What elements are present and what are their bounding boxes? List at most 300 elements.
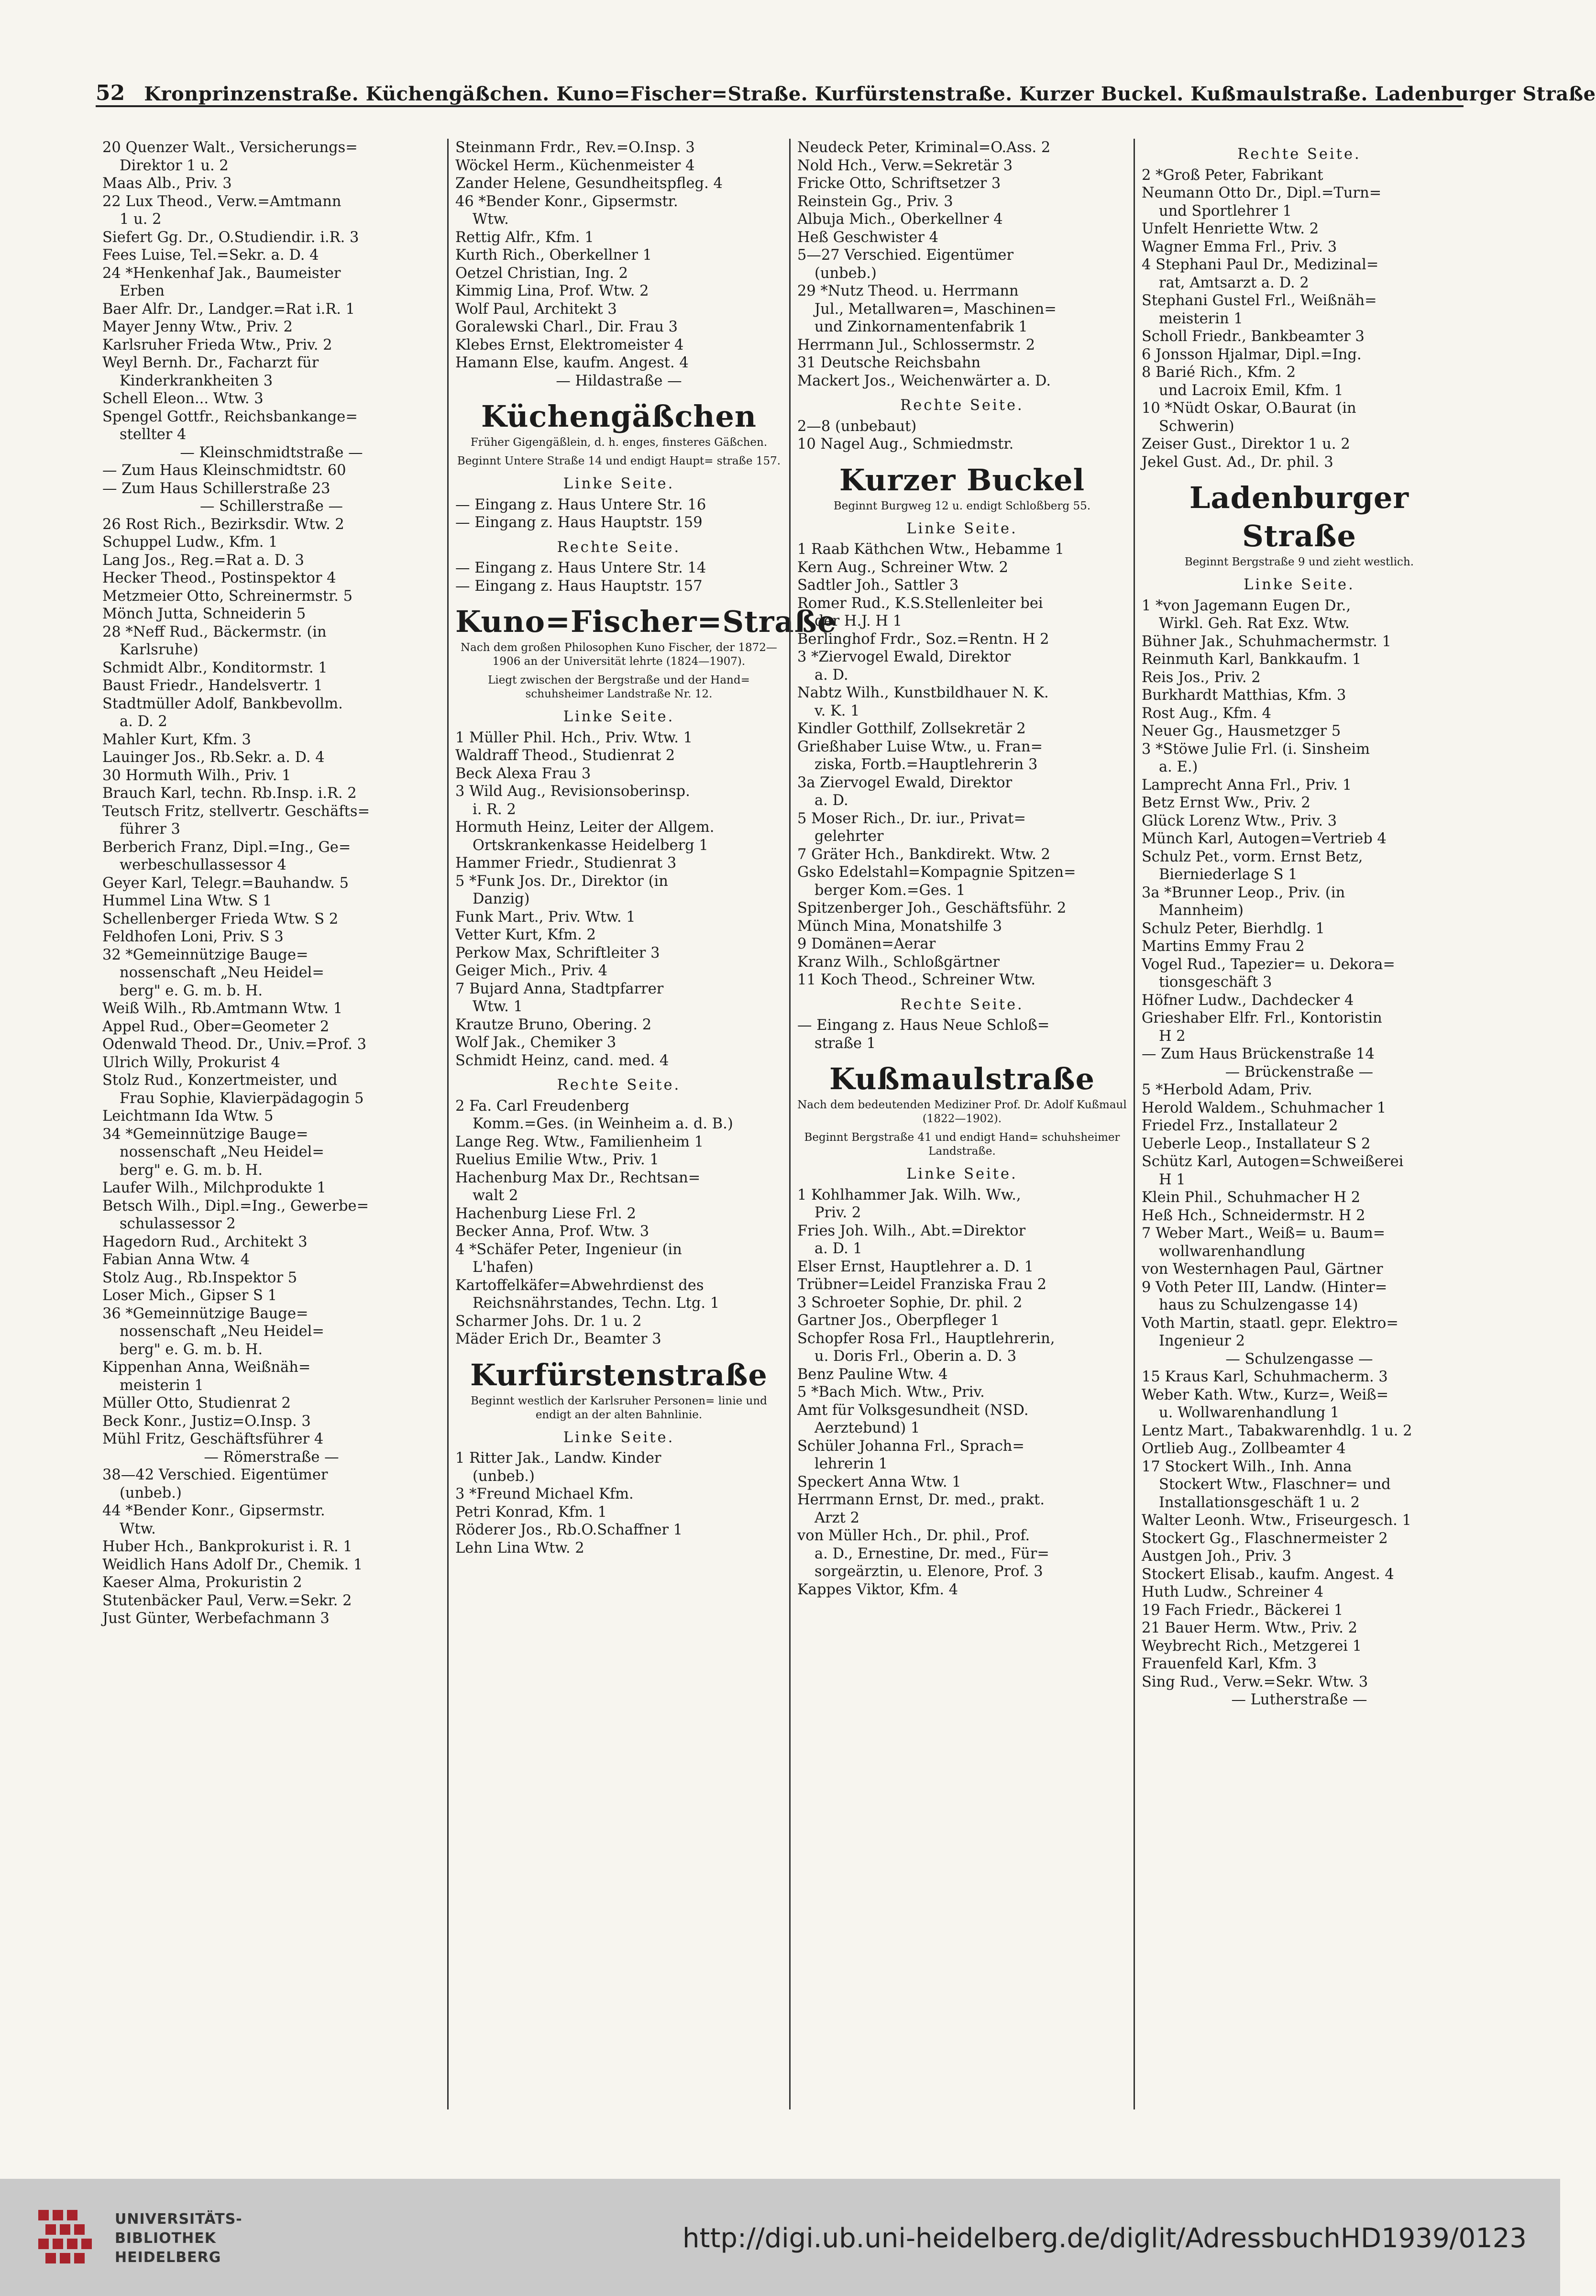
source-url[interactable]: http://digi.ub.uni-heidelberg.de/diglit/AdressbuchHD1939/0123 (682, 2223, 1527, 2254)
side-heading: Linke Seite. (563, 708, 675, 725)
directory-entry: Teutsch Fritz, stellvertr. Geschäfts= (102, 803, 370, 820)
column-3 (789, 139, 1134, 2109)
directory-entry: Hormuth Heinz, Leiter der Allgem. (455, 819, 715, 836)
directory-entry: 3 Wild Aug., Revisionsoberinsp. (455, 783, 690, 800)
directory-entry: 31 Deutsche Reichsbahn (797, 354, 981, 371)
directory-entry: Huber Hch., Bankprokurist i. R. 1 (102, 1538, 352, 1555)
street-description: Nach dem bedeutenden Mediziner Prof. Dr. Adolf Kußmaul (1822—1902). (797, 1099, 1127, 1125)
directory-entry: Berlinghof Frdr., Soz.=Rentn. H 2 (797, 630, 1049, 648)
directory-entry: Kinderkrankheiten 3 (120, 372, 273, 389)
directory-entry: Mayer Jenny Wtw., Priv. 2 (102, 319, 293, 335)
directory-entry: Hammer Friedr., Studienrat 3 (455, 855, 677, 872)
street-description: Liegt zwischen der Bergstraße und der Hand= schuhsheimer Landstraße Nr. 12. (488, 674, 750, 700)
directory-entry: straße 1 (815, 1035, 876, 1052)
directory-entry: Bühner Jak., Schuhmachermstr. 1 (1142, 633, 1391, 650)
directory-entry: Schwerin) (1159, 418, 1234, 435)
directory-entry: rat, Amtsarzt a. D. 2 (1159, 274, 1309, 291)
directory-entry: Lehn Lina Wtw. 2 (455, 1539, 584, 1556)
directory-entry: Beck Konr., Justiz=O.Insp. 3 (102, 1413, 311, 1430)
directory-entry: Priv. 2 (815, 1204, 861, 1221)
directory-entry: — Eingang z. Haus Untere Str. 14 (455, 560, 706, 576)
directory-entry: 36 *Gemeinnützige Bauge= (102, 1305, 308, 1322)
directory-entry: Aerztebund) 1 (815, 1420, 920, 1436)
directory-entry: 5 Moser Rich., Dr. iur., Privat= (797, 810, 1026, 827)
directory-entry: Nold Hch., Verw.=Sekretär 3 (797, 157, 1013, 174)
directory-entry: 4 Stephani Paul Dr., Medizinal= (1142, 256, 1379, 273)
directory-entry: Brauch Karl, techn. Rb.Insp. i.R. 2 (102, 785, 357, 802)
directory-entry: Kappes Viktor, Kfm. 4 (797, 1581, 958, 1598)
directory-entry: Vogel Rud., Tapezier= u. Dekora= (1142, 956, 1395, 973)
directory-entry: Betz Ernst Ww., Priv. 2 (1142, 795, 1310, 811)
directory-entry: stellter 4 (120, 426, 187, 443)
directory-entry: Perkow Max, Schriftleiter 3 (455, 944, 660, 961)
directory-entry: Arzt 2 (815, 1509, 860, 1526)
cross-street-marker: — Schillerstraße — (200, 498, 343, 515)
library-name-line: HEIDELBERG (115, 2249, 221, 2266)
directory-entry: Mackert Jos., Weichenwärter a. D. (797, 372, 1051, 389)
directory-entry: Hecker Theod., Postinspektor 4 (102, 570, 336, 586)
directory-entry: Feldhofen Loni, Priv. S 3 (102, 928, 284, 945)
directory-entry: berg" e. G. m. b. H. (120, 1161, 263, 1179)
directory-entry: und Lacroix Emil, Kfm. 1 (1159, 382, 1343, 399)
directory-entry: Elser Ernst, Hauptlehrer a. D. 1 (797, 1258, 1034, 1275)
directory-entry: Romer Rud., K.S.Stellenleiter bei (797, 595, 1043, 612)
directory-entry: Danzig) (473, 891, 530, 907)
directory-entry: Schüler Johanna Frl., Sprach= (797, 1437, 1024, 1455)
directory-entry: Lentz Mart., Tabakwarenhdlg. 1 u. 2 (1142, 1422, 1412, 1439)
directory-entry: Heß Geschwister 4 (797, 229, 939, 246)
directory-entry: Rettig Alfr., Kfm. 1 (455, 229, 594, 246)
directory-entry: Kartoffelkäfer=Abwehrdienst des (455, 1277, 704, 1294)
directory-entry: Baer Alfr. Dr., Landger.=Rat i.R. 1 (102, 300, 355, 318)
directory-entry: 44 *Bender Konr., Gipsermstr. (102, 1502, 325, 1519)
directory-entry: Geiger Mich., Priv. 4 (455, 962, 608, 979)
directory-entry: H 2 (1159, 1027, 1186, 1045)
directory-entry: Stockert Wtw., Flaschner= und (1159, 1476, 1391, 1493)
directory-entry: 1 Kohlhammer Jak. Wilh. Ww., (797, 1186, 1021, 1203)
directory-entry: Kern Aug., Schreiner Wtw. 2 (797, 559, 1009, 576)
directory-entry: 38—42 Verschied. Eigentümer (102, 1467, 328, 1483)
directory-entry: Scholl Friedr., Bankbeamter 3 (1142, 328, 1365, 345)
directory-entry: Wolf Jak., Chemiker 3 (455, 1034, 616, 1051)
directory-entry: Wöckel Herm., Küchenmeister 4 (455, 157, 695, 174)
directory-entry: Weiß Wilh., Rb.Amtmann Wtw. 1 (102, 1000, 343, 1017)
side-heading: Rechte Seite. (900, 996, 1024, 1013)
directory-entry: Neumann Otto Dr., Dipl.=Turn= (1142, 185, 1382, 201)
street-description: Beginnt westlich der Karlsruher Personen= linie und endigt an der alten Bahnlinie. (471, 1394, 767, 1421)
directory-entry: meisterin 1 (120, 1377, 204, 1394)
directory-entry: Münch Karl, Autogen=Vertrieb 4 (1142, 830, 1387, 847)
street-description: Beginnt Bergstraße 41 und endigt Hand= schuhsheimer Landstraße. (804, 1131, 1120, 1158)
directory-entry: Fees Luise, Tel.=Sekr. a. D. 4 (102, 247, 319, 264)
directory-entry: Neuer Gg., Hausmetzger 5 (1142, 723, 1341, 740)
directory-entry: Frauenfeld Karl, Kfm. 3 (1142, 1656, 1317, 1672)
directory-entry: Beck Alexa Frau 3 (455, 765, 591, 782)
directory-entry: haus zu Schulzengasse 14) (1159, 1297, 1358, 1314)
cross-street-marker: — Hildastraße — (556, 372, 682, 389)
directory-entry: Unfelt Henriette Wtw. 2 (1142, 221, 1319, 237)
directory-entry: a. D. 1 (815, 1240, 862, 1257)
directory-entry: Bierniederlage S 1 (1159, 866, 1298, 883)
directory-entry: Hagedorn Rud., Architekt 3 (102, 1233, 308, 1250)
directory-entry: Schulz Pet., vorm. Ernst Betz, (1142, 848, 1363, 865)
directory-entry: der H.J. H 1 (815, 613, 903, 629)
directory-entry: 9 Domänen=Aerar (797, 936, 936, 952)
directory-entry: 46 *Bender Konr., Gipsermstr. (455, 193, 678, 210)
directory-entry: Just Günter, Werbefachmann 3 (102, 1610, 330, 1627)
directory-entry: Höfner Ludw., Dachdecker 4 (1142, 992, 1354, 1009)
directory-entry: Wtw. (120, 1520, 156, 1537)
directory-entry: Nabtz Wilh., Kunstbildhauer N. K. (797, 684, 1049, 701)
page-running-title: Kronprinzenstraße. Küchengäßchen. Kuno=Fischer=Straße. Kurfürstenstraße. Kurzer Buckel. Kußmaulstraße. Ladenburger Straße (144, 83, 1596, 105)
directory-entry: Kurth Rich., Oberkellner 1 (455, 247, 652, 264)
directory-entry: Baust Friedr., Handelsvertr. 1 (102, 677, 323, 694)
directory-entry: Schmidt Heinz, cand. med. 4 (455, 1052, 669, 1069)
directory-entry: — Zum Haus Kleinschmidtstr. 60 (102, 462, 346, 479)
directory-entry: Hamann Else, kaufm. Angest. 4 (455, 354, 689, 371)
directory-entry: Komm.=Ges. (in Weinheim a. d. B.) (473, 1115, 733, 1132)
directory-entry: Berberich Franz, Dipl.=Ing., Ge= (102, 839, 351, 856)
directory-entry: Ortskrankenkasse Heidelberg 1 (473, 837, 708, 854)
cross-street-marker: — Römerstraße — (204, 1448, 339, 1466)
directory-entry: Kranz Wilh., Schloßgärtner (797, 953, 1000, 971)
directory-entry: Gartner Jos., Oberpfleger 1 (797, 1312, 1000, 1329)
directory-entry: — Eingang z. Haus Untere Str. 16 (455, 496, 706, 513)
directory-entry: Kaeser Alma, Prokuristin 2 (102, 1574, 302, 1591)
directory-entry: Reis Jos., Priv. 2 (1142, 669, 1261, 686)
street-heading: Kurzer Buckel (839, 462, 1085, 497)
directory-entry: Wagner Emma Frl., Priv. 3 (1142, 238, 1337, 255)
directory-entry: Stockert Elisab., kaufm. Angest. 4 (1142, 1566, 1394, 1583)
directory-entry: a. E.) (1159, 759, 1198, 775)
directory-entry: Sing Rud., Verw.=Sekr. Wtw. 3 (1142, 1673, 1368, 1690)
directory-entry: 4 *Schäfer Peter, Ingenieur (in (455, 1241, 682, 1258)
directory-entry: Stolz Rud., Konzertmeister, und (102, 1072, 338, 1089)
directory-entry: Grieshaber Elfr. Frl., Kontoristin (1142, 1010, 1382, 1027)
directory-entry: Reinmuth Karl, Bankkaufm. 1 (1142, 651, 1362, 668)
directory-entry: 26 Rost Rich., Bezirksdir. Wtw. 2 (102, 516, 344, 533)
directory-entry: berg" e. G. m. b. H. (120, 1341, 263, 1358)
directory-entry: lehrerin 1 (815, 1456, 888, 1472)
directory-entry: Geyer Karl, Telegr.=Bauhandw. 5 (102, 874, 349, 892)
directory-entry: Laufer Wilh., Milchprodukte 1 (102, 1180, 326, 1196)
cross-street-marker: — Kleinschmidtstraße — (180, 444, 363, 461)
directory-entry: Klein Phil., Schuhmacher H 2 (1142, 1189, 1361, 1206)
directory-entry: 5 *Herbold Adam, Priv. (1142, 1082, 1312, 1098)
directory-entry: Ortlieb Aug., Zollbeamter 4 (1142, 1440, 1346, 1457)
directory-entry: Installationsgeschäft 1 u. 2 (1159, 1494, 1360, 1511)
directory-entry: Kindler Gotthilf, Zollsekretär 2 (797, 720, 1026, 737)
directory-entry: 17 Stockert Wilh., Inh. Anna (1142, 1458, 1352, 1475)
street-description: Früher Gigengäßlein, d. h. enges, finsteres Gäßchen. (470, 436, 768, 449)
directory-entry: Weidlich Hans Adolf Dr., Chemik. 1 (102, 1556, 363, 1573)
directory-entry: Oetzel Christian, Ing. 2 (455, 265, 628, 282)
directory-entry: Stephani Gustel Frl., Weißnäh= (1142, 292, 1377, 309)
directory-entry: 19 Fach Friedr., Bäckerei 1 (1142, 1601, 1343, 1619)
side-heading: Linke Seite. (1244, 576, 1355, 593)
directory-entry: Klebes Ernst, Elektromeister 4 (455, 336, 684, 353)
street-heading: Kuno=Fischer=Straße (455, 604, 837, 639)
directory-entry: a. D., Ernestine, Dr. med., Für= (815, 1545, 1049, 1562)
directory-entry: Ruelius Emilie Wtw., Priv. 1 (455, 1151, 659, 1168)
directory-entry: Schopfer Rosa Frl., Hauptlehrerin, (797, 1330, 1055, 1347)
directory-entry: L'hafen) (473, 1259, 534, 1276)
directory-entry: a. D. (815, 666, 848, 684)
directory-entry: — Eingang z. Haus Hauptstr. 157 (455, 577, 703, 595)
directory-entry: Leichtmann Ida Wtw. 5 (102, 1108, 274, 1125)
directory-entry: Spitzenberger Joh., Geschäftsführ. 2 (797, 900, 1067, 916)
directory-entry: Reinstein Gg., Priv. 3 (797, 193, 953, 210)
directory-entry: 3 Schroeter Sophie, Dr. phil. 2 (797, 1294, 1023, 1311)
street-heading: Kurfürstenstraße (470, 1357, 768, 1392)
directory-entry: a. D. (815, 792, 848, 809)
directory-entry: 22 Lux Theod., Verw.=Amtmann (102, 193, 341, 210)
directory-entry: Hachenburg Max Dr., Rechtsan= (455, 1169, 701, 1186)
directory-entry: 2 *Groß Peter, Fabrikant (1142, 166, 1323, 184)
directory-entry: 32 *Gemeinnützige Bauge= (102, 946, 308, 963)
directory-entry: 1 Ritter Jak., Landw. Kinder (455, 1450, 661, 1467)
directory-entry: u. Wollwarenhandlung 1 (1159, 1404, 1340, 1421)
directory-entry: Amt für Volksgesundheit (NSD. (797, 1402, 1029, 1419)
directory-entry: Stockert Gg., Flaschnermeister 2 (1142, 1530, 1388, 1547)
directory-entry: 1 Raab Käthchen Wtw., Hebamme 1 (797, 541, 1064, 558)
directory-entry: Kimmig Lina, Prof. Wtw. 2 (455, 283, 649, 299)
directory-entry: 1 *von Jagemann Eugen Dr., (1142, 597, 1351, 614)
directory-entry: Odenwald Theod. Dr., Univ.=Prof. 3 (102, 1036, 366, 1053)
directory-entry: Voth Martin, staatl. gepr. Elektro= (1142, 1314, 1398, 1332)
directory-entry: 11 Koch Theod., Schreiner Wtw. (797, 971, 1036, 988)
directory-entry: Mühl Fritz, Geschäftsführer 4 (102, 1431, 324, 1447)
directory-entry: Speckert Anna Wtw. 1 (797, 1473, 961, 1490)
directory-entry: Münch Mina, Monatshilfe 3 (797, 917, 1002, 935)
directory-entry: Müller Otto, Studienrat 2 (102, 1395, 291, 1412)
street-description: Beginnt Bergstraße 9 und zieht westlich. (1184, 556, 1414, 568)
directory-entry: Fabian Anna Wtw. 4 (102, 1251, 250, 1268)
directory-entry: Mahler Kurt, Kfm. 3 (102, 731, 251, 748)
directory-entry: Ingenieur 2 (1159, 1333, 1245, 1349)
directory-entry: Kippenhan Anna, Weißnäh= (102, 1359, 311, 1376)
directory-entry: walt 2 (473, 1187, 518, 1204)
directory-entry: Sadtler Joh., Sattler 3 (797, 577, 959, 594)
directory-entry: werbeschullassessor 4 (120, 857, 286, 873)
directory-entry: 15 Kraus Karl, Schuhmacherm. 3 (1142, 1369, 1388, 1385)
directory-entry: 2 Fa. Carl Freudenberg (455, 1097, 629, 1115)
directory-entry: 3 *Ziervogel Ewald, Direktor (797, 649, 1011, 665)
directory-entry: nossenschaft „Neu Heidel= (120, 964, 324, 981)
directory-entry: Schulz Peter, Bierhdlg. 1 (1142, 920, 1325, 937)
directory-entry: 6 Jonsson Hjalmar, Dipl.=Ing. (1142, 346, 1362, 363)
directory-entry: Becker Anna, Prof. Wtw. 3 (455, 1223, 649, 1240)
directory-entry: 3a Ziervogel Ewald, Direktor (797, 774, 1013, 791)
directory-entry: Karlsruhe) (120, 641, 198, 658)
directory-entry: Lang Jos., Reg.=Rat a. D. 3 (102, 552, 304, 569)
directory-entry: Schütz Karl, Autogen=Schweißerei (1142, 1153, 1404, 1170)
directory-entry: 30 Hormuth Wilh., Priv. 1 (102, 767, 291, 784)
directory-entry: (unbeb.) (120, 1484, 182, 1501)
side-heading: Linke Seite. (563, 1429, 675, 1446)
directory-entry: 5 *Funk Jos. Dr., Direktor (in (455, 872, 668, 890)
directory-entry: Ulrich Willy, Prokurist 4 (102, 1054, 280, 1071)
street-heading: Kußmaulstraße (829, 1061, 1095, 1096)
column-1 (96, 139, 447, 2109)
directory-entry: a. D. 2 (120, 713, 167, 730)
directory-entry: u. Doris Frl., Oberin a. D. 3 (815, 1348, 1017, 1365)
directory-entry: Karlsruher Frieda Wtw., Priv. 2 (102, 336, 332, 353)
directory-entry: berger Kom.=Ges. 1 (815, 882, 966, 899)
directory-entry: — Zum Haus Brückenstraße 14 (1142, 1046, 1375, 1062)
directory-entry: und Sportlehrer 1 (1159, 202, 1292, 220)
directory-entry: Grießhaber Luise Wtw., u. Fran= (797, 738, 1043, 755)
directory-entry: ziska, Fortb.=Hauptlehrerin 3 (815, 756, 1038, 773)
cross-street-marker: — Brückenstraße — (1225, 1063, 1374, 1081)
directory-entry: Austgen Joh., Priv. 3 (1142, 1548, 1292, 1565)
directory-entry: Loser Mich., Gipser S 1 (102, 1287, 277, 1304)
directory-entry: Rost Aug., Kfm. 4 (1142, 705, 1272, 722)
directory-entry: — Zum Haus Schillerstraße 23 (102, 480, 330, 497)
directory-entry: Fries Joh. Wilh., Abt.=Direktor (797, 1222, 1026, 1239)
directory-entry: Steinmann Frdr., Rev.=O.Insp. 3 (455, 139, 695, 156)
directory-entry: Siefert Gg. Dr., O.Studiendir. i.R. 3 (102, 229, 359, 246)
directory-entry: Schellenberger Frieda Wtw. S 2 (102, 910, 339, 927)
column-4 (1134, 139, 1464, 2109)
directory-entry: Lange Reg. Wtw., Familienheim 1 (455, 1133, 704, 1150)
page-number: 52 (96, 81, 125, 105)
directory-entry: Glück Lorenz Wtw., Priv. 3 (1142, 812, 1337, 829)
directory-entry: 10 Nagel Aug., Schmiedmstr. (797, 436, 1014, 453)
directory-entry: nossenschaft „Neu Heidel= (120, 1144, 324, 1160)
page-header (96, 62, 1596, 107)
directory-entry: 5 *Bach Mich. Wtw., Priv. (797, 1384, 985, 1401)
directory-entry: Jekel Gust. Ad., Dr. phil. 3 (1142, 453, 1333, 471)
directory-entry: 28 *Neff Rud., Bäckermstr. (in (102, 623, 327, 640)
side-heading: Linke Seite. (906, 1166, 1018, 1182)
directory-entry: Metzmeier Otto, Schreinermstr. 5 (102, 587, 353, 605)
directory-entry: Appel Rud., Ober=Geometer 2 (102, 1018, 330, 1035)
directory-entry: 7 Bujard Anna, Stadtpfarrer (455, 980, 664, 997)
street-description: Nach dem großen Philosophen Kuno Fischer, der 1872—1906 an der Universität lehrte (1824—1907). (461, 641, 777, 668)
directory-entry: Frau Sophie, Klavierpädagogin 5 (120, 1090, 364, 1107)
directory-entry: Hachenburg Liese Frl. 2 (455, 1205, 636, 1222)
directory-entry: von Westernhagen Paul, Gärtner (1142, 1261, 1383, 1278)
directory-entry: Herold Waldem., Schuhmacher 1 (1142, 1099, 1387, 1116)
directory-entry: Weyl Bernh. Dr., Facharzt für (102, 354, 319, 371)
directory-entry: — Eingang z. Haus Neue Schloß= (797, 1017, 1050, 1034)
directory-entry: Schuppel Ludw., Kfm. 1 (102, 534, 278, 551)
library-name (115, 2210, 242, 2267)
directory-entry: wollwarenhandlung (1159, 1243, 1306, 1260)
directory-entry: 3a *Brunner Leop., Priv. (in (1142, 884, 1345, 901)
library-name-line: UNIVERSITÄTS- (115, 2211, 242, 2228)
side-heading: Rechte Seite. (1237, 146, 1361, 163)
directory-entry: Spengel Gottfr., Reichsbankange= (102, 408, 358, 425)
directory-entry: Lauinger Jos., Rb.Sekr. a. D. 4 (102, 749, 325, 766)
street-heading: Küchengäßchen (481, 399, 757, 434)
directory-entry: Lamprecht Anna Frl., Priv. 1 (1142, 776, 1352, 794)
directory-entry: Friedel Frz., Installateur 2 (1142, 1117, 1338, 1134)
street-description: Beginnt Untere Straße 14 und endigt Haupt= straße 157. (457, 455, 781, 467)
side-heading: Rechte Seite. (900, 397, 1024, 414)
directory-entry: 9 Voth Peter III, Landw. (Hinter= (1142, 1279, 1387, 1296)
directory-entry: von Müller Hch., Dr. phil., Prof. (797, 1527, 1030, 1544)
directory-entry: Benz Pauline Wtw. 4 (797, 1366, 948, 1383)
side-heading: Linke Seite. (563, 475, 675, 492)
directory-entry: 3 *Freund Michael Kfm. (455, 1486, 634, 1502)
directory-entry: Petri Konrad, Kfm. 1 (455, 1503, 607, 1521)
directory-entry: berg" e. G. m. b. H. (120, 982, 263, 999)
directory-entry: Heß Hch., Schneidermstr. H 2 (1142, 1207, 1365, 1224)
directory-entry: v. K. 1 (815, 702, 860, 719)
directory-entry: Wtw. (473, 211, 509, 228)
directory-entry: gelehrter (815, 828, 884, 845)
directory-entry: Gsko Edelstahl=Kompagnie Spitzen= (797, 864, 1076, 881)
university-library-logo-icon (33, 2205, 105, 2272)
directory-entry: Erben (120, 283, 165, 299)
directory-entry: Mönch Jutta, Schneiderin 5 (102, 606, 306, 622)
directory-entry: Wtw. 1 (473, 998, 523, 1015)
directory-entry: Schmidt Albr., Konditormstr. 1 (102, 659, 328, 676)
directory-entry: Stutenbäcker Paul, Verw.=Sekr. 2 (102, 1592, 352, 1609)
directory-entry: Stolz Aug., Rb.Inspektor 5 (102, 1269, 297, 1286)
directory-entry: Schell Eleon... Wtw. 3 (102, 390, 264, 407)
directory-entry: sorgeärztin, u. Elenore, Prof. 3 (815, 1563, 1043, 1580)
directory-entry: Huth Ludw., Schreiner 4 (1142, 1584, 1324, 1601)
directory-entry: (unbeb.) (473, 1468, 535, 1485)
directory-entry: — Eingang z. Haus Hauptstr. 159 (455, 514, 703, 531)
directory-entry: Waldraff Theod., Studienrat 2 (455, 747, 675, 764)
directory-entry: Trübner=Leidel Franziska Frau 2 (797, 1276, 1047, 1293)
directory-entry: 8 Barié Rich., Kfm. 2 (1142, 364, 1296, 381)
directory-entry: Scharmer Johs. Dr. 1 u. 2 (455, 1313, 642, 1330)
cross-street-marker: — Schulzengasse — (1225, 1350, 1373, 1368)
directory-entry: 7 Gräter Hch., Bankdirekt. Wtw. 2 (797, 846, 1050, 863)
column-2 (447, 139, 837, 2109)
directory-entry: schulassessor 2 (120, 1215, 236, 1232)
directory-entry: Röderer Jos., Rb.O.Schaffner 1 (455, 1522, 683, 1538)
directory-entry: 21 Bauer Herm. Wtw., Priv. 2 (1142, 1620, 1358, 1636)
directory-entry: 2—8 (unbebaut) (797, 418, 917, 435)
directory-entry: Zeiser Gust., Direktor 1 u. 2 (1142, 436, 1350, 453)
directory-entry: 29 *Nutz Theod. u. Herrmann (797, 283, 1019, 299)
directory-entry: Weber Kath. Wtw., Kurz=, Weiß= (1142, 1386, 1389, 1403)
directory-entry: Betsch Wilh., Dipl.=Ing., Gewerbe= (102, 1197, 369, 1214)
directory-entry: 10 *Nüdt Oskar, O.Baurat (in (1142, 400, 1356, 417)
directory-entry: 1 Müller Phil. Hch., Priv. Wtw. 1 (455, 729, 693, 746)
directory-entry: 5—27 Verschied. Eigentümer (797, 247, 1014, 264)
directory-entry: Hummel Lina Wtw. S 1 (102, 893, 272, 909)
directory-entry: Goralewski Charl., Dir. Frau 3 (455, 319, 678, 335)
directory-entry: Martins Emmy Frau 2 (1142, 938, 1305, 955)
directory-entry: tionsgeschäft 3 (1159, 974, 1272, 991)
directory-entry: Funk Mart., Priv. Wtw. 1 (455, 908, 636, 926)
directory-entry: 7 Weber Mart., Weiß= u. Baum= (1142, 1225, 1386, 1242)
directory-entry: Krautze Bruno, Obering. 2 (455, 1016, 652, 1033)
directory-entry: Zander Helene, Gesundheitspfleg. 4 (455, 175, 723, 192)
directory-entry: meisterin 1 (1159, 310, 1243, 327)
directory-entry: 1 u. 2 (120, 211, 162, 228)
street-description: Beginnt Burgweg 12 u. endigt Schloßberg 55. (833, 499, 1091, 512)
directory-entry: 24 *Henkenhaf Jak., Baumeister (102, 265, 341, 282)
directory-entry: Ueberle Leop., Installateur S 2 (1142, 1135, 1371, 1152)
directory-entry: H 1 (1159, 1171, 1186, 1188)
street-heading: Ladenburger Straße (1189, 480, 1409, 553)
directory-entry: 34 *Gemeinnützige Bauge= (102, 1126, 308, 1143)
side-heading: Rechte Seite. (557, 539, 681, 556)
directory-entry: Fricke Otto, Schriftsetzer 3 (797, 175, 1001, 192)
directory-columns (96, 139, 1464, 2109)
directory-entry: Wolf Paul, Architekt 3 (455, 300, 617, 318)
directory-entry: Direktor 1 u. 2 (120, 157, 229, 174)
directory-entry: i. R. 2 (473, 801, 516, 818)
